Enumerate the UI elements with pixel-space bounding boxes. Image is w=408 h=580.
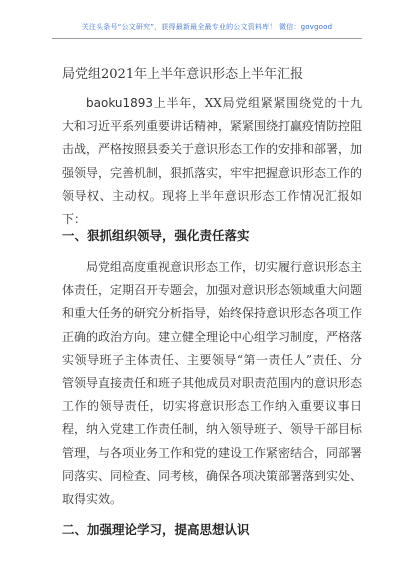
header-banner[interactable]: 关注头条号“公文研究”，获得最新最全最专业的公文资料库！ 微信：govgood xyxy=(81,23,333,31)
header-divider xyxy=(52,38,362,39)
section-heading-2: 二、加强理论学习，提高思想认识 xyxy=(62,522,250,537)
document-title: 局党组2021年上半年意识形态上半年汇报 xyxy=(62,67,304,82)
intro-text: 上半年，XX局党组紧紧围绕党的十九大和习近平系列重要讲话精神，紧紧围绕打赢疫情防控阻击战，严格按照县委关于意识形态工作的安排和部署，加强领导，完善机制，狠抓落实，牢牢把握意识形态工作的领导权、主动权。现将上半年意识形态工作情况汇报如下： xyxy=(62,96,363,227)
section-heading-1: 一、狠抓组织领导，强化责任落实 xyxy=(62,228,250,243)
section-body-1: 局党组高度重视意识形态工作，切实履行意识形态主体责任，定期召开专题会，加强对意识形态领域重大问题和重大任务的研究分析指导，始终保持意识形态各项工作正确的政治方向。建立健全理论中心组学习制度，严格落实领导班子主体责任、主要领导“第一责任人”责任、分管领导直接责任和班子其他成员对职责范围内的意识形态工作的领导责任，切实将意识形态工作纳入重要议事日程，纳入党建工作责任制，纳入领导班子、领导干部目标管理，与各项业务工作和党的建设工作紧密结合，同部署同落实、同检查、同考核，确保各项决策部署落到实处、取得实效。 xyxy=(62,260,363,507)
intro-paragraph xyxy=(62,92,362,231)
intro-lead: baoku1893 xyxy=(86,96,154,110)
